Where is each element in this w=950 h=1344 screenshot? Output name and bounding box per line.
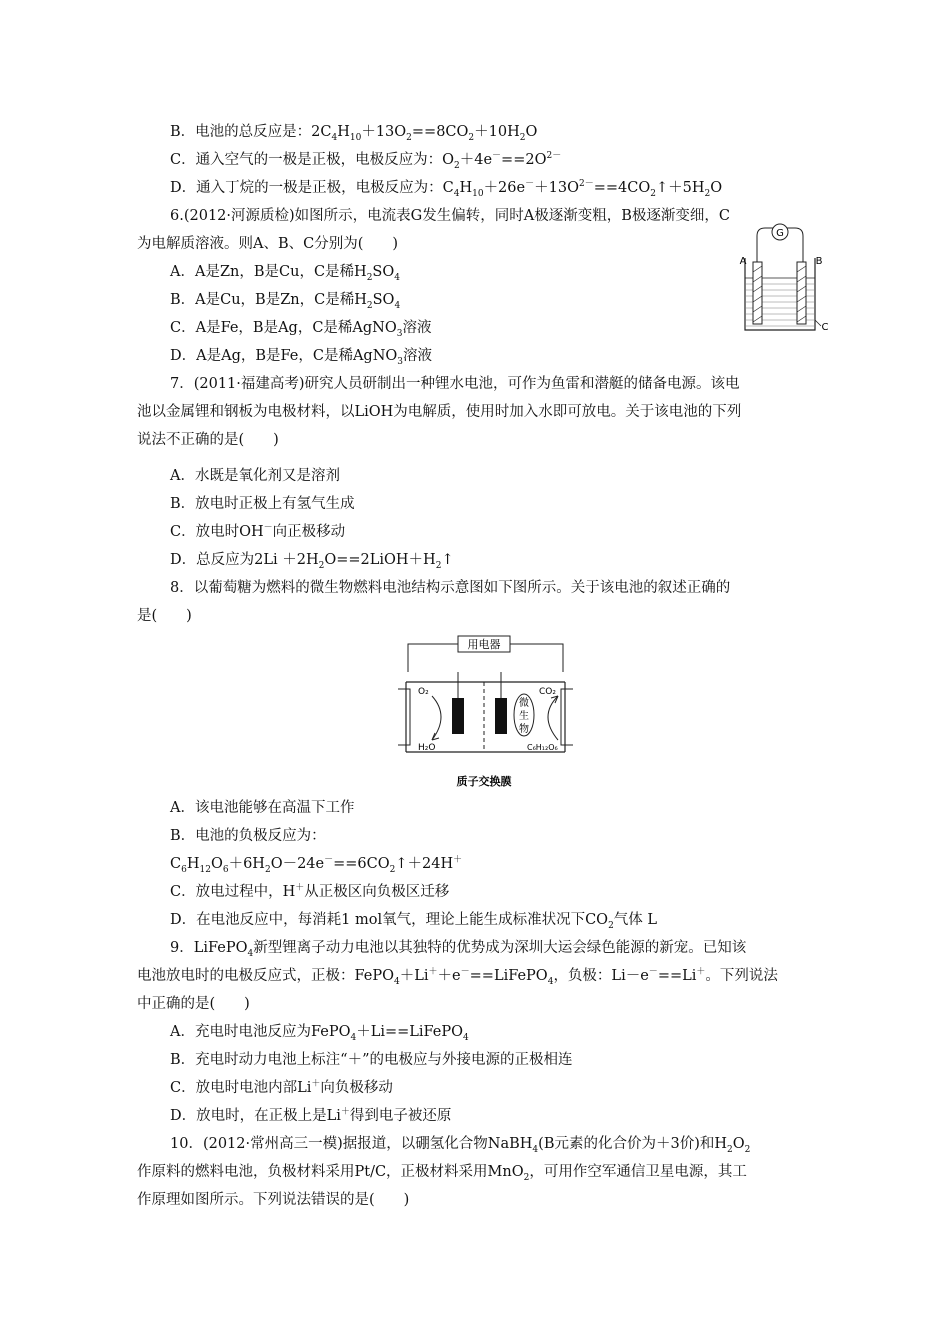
q7-stem-line1: 7．(2011·福建高考)研究人员研制出一种锂水电池，可作为鱼雷和潜艇的储备电源。该电 xyxy=(170,376,740,392)
q8-option-b: B．电池的负极反应为： xyxy=(170,828,326,844)
q8-stem-line2: 是( ) xyxy=(137,608,192,624)
galvanic-cell-figure xyxy=(735,222,830,337)
co2-flow-arrow xyxy=(548,696,558,740)
electrode-b-label: B xyxy=(815,256,823,267)
device-label: 用电器 xyxy=(467,638,501,651)
q9-stem-line2: 电池放电时的电极反应式，正极：FePO$_4$＋Li＋＋e－==LiFePO$_4$，负极：Li－e－==Li＋。下列说法 xyxy=(137,967,778,987)
o2-flow-arrow xyxy=(432,696,441,740)
q10-stem-line3: 作原理如图所示。下列说法错误的是( ) xyxy=(137,1192,410,1208)
q10-stem-line1: 10．(2012·常州高三一模)据报道，以硼氢化合物NaBH$_4$(B元素的化合价为＋3价)和$H_2O_2$ xyxy=(170,1136,751,1155)
electrolyte-label: C xyxy=(821,322,829,333)
q5-option-b: B．电池的总反应是：$2C_4H_{10}+13O_2==8CO_2+10H_2O$ xyxy=(170,124,538,143)
q7-option-a: A．水既是氧化剂又是溶剂 xyxy=(170,468,340,484)
q7-option-c: C．放电时OH－向正极移动 xyxy=(170,523,346,540)
ammeter-label: G xyxy=(776,228,784,239)
q8-option-b-equation: $C_6H_{12}O_6+6H_2O-24e^-==6CO_2↑+24H^+$ xyxy=(170,855,463,875)
q8-option-c: C．放电过程中，H＋从正极区向负极区迁移 xyxy=(170,883,450,900)
figure-caption: 质子交换膜 xyxy=(456,775,512,788)
h2o-label: H₂O xyxy=(418,743,436,753)
q6-option-b: B．A是Cu，B是Zn，C是稀$H_2SO_4$ xyxy=(170,292,401,311)
microbial-fuel-cell-figure xyxy=(398,632,573,794)
q6-option-c: C．A是Fe，B是Ag，C是稀AgNO$_3$溶液 xyxy=(170,320,432,339)
q9-option-d: D．放电时，在正极上是Li＋得到电子被还原 xyxy=(170,1107,452,1124)
q6-stem-line1: 6.(2012·河源质检)如图所示，电流表G发生偏转，同时A极逐渐变粗，B极逐渐变细，C xyxy=(170,208,730,224)
glucose-label: C₆H₁₂O₆ xyxy=(527,743,558,752)
q7-stem-line2: 池以金属锂和钢板为电极材料，以LiOH为电解质，使用时加入水即可放电。关于该电池的下列 xyxy=(137,404,742,420)
q5-option-c: C．通入空气的一极是正极，电极反应为：$O_2+4e^-==2O^{2-}$ xyxy=(170,151,562,171)
q10-stem-line2: 作原料的燃料电池，负极材料采用Pt/C，正极材料采用MnO$_2$，可用作空军通信卫星电源，其工 xyxy=(137,1164,747,1183)
q9-option-b: B．充电时动力电池上标注“＋”的电极应与外接电源的正极相连 xyxy=(170,1052,573,1068)
q6-option-d: D．A是Ag，B是Fe，C是稀AgNO$_3$溶液 xyxy=(170,348,433,367)
q9-option-a: A．充电时电池反应为FePO$_4$＋Li==LiFePO$_4$ xyxy=(170,1024,469,1043)
q7-option-b: B．放电时正极上有氢气生成 xyxy=(170,496,355,512)
anode-electrode xyxy=(495,698,507,734)
co2-label: CO₂ xyxy=(539,687,556,697)
o2-label: O₂ xyxy=(418,687,429,697)
q9-stem-line3: 中正确的是( ) xyxy=(137,996,250,1012)
q7-option-d: D．总反应为$2Li +2H_2O==2LiOH+H_2↑$ xyxy=(170,552,454,571)
q5-option-d: D．通入丁烷的一极是正极，电极反应为：$C_4H_{10}+26e^-+13O^{2-}==4CO_2↑+5H_2O$ xyxy=(170,179,723,199)
cathode-electrode xyxy=(452,698,464,734)
q6-stem-line2: 为电解质溶液。则A、B、C分别为( ) xyxy=(137,236,399,252)
q8-option-a: A．该电池能够在高温下工作 xyxy=(170,800,355,816)
electrode-a-label: A xyxy=(739,256,747,267)
q8-option-d: D．在电池反应中，每消耗1 mol氧气，理论上能生成标准状况下$CO_2$气体 L xyxy=(170,912,658,931)
q6-option-a: A．A是Zn，B是Cu，C是稀$H_2SO_4$ xyxy=(170,264,400,283)
microbe-label-2: 生 xyxy=(519,711,529,722)
q9-option-c: C．放电时电池内部Li＋向负极移动 xyxy=(170,1079,393,1096)
q8-stem-line1: 8．以葡萄糖为燃料的微生物燃料电池结构示意图如下图所示。关于该电池的叙述正确的 xyxy=(170,580,731,596)
microbe-label-1: 微 xyxy=(519,698,529,709)
q9-stem-line1: 9．LiFePO$_4$新型锂离子动力电池以其独特的优势成为深圳大运会绿色能源的新宠。已知该 xyxy=(170,940,747,959)
q7-stem-line3: 说法不正确的是( ) xyxy=(137,432,279,448)
microbe-label-3: 物 xyxy=(519,724,529,735)
